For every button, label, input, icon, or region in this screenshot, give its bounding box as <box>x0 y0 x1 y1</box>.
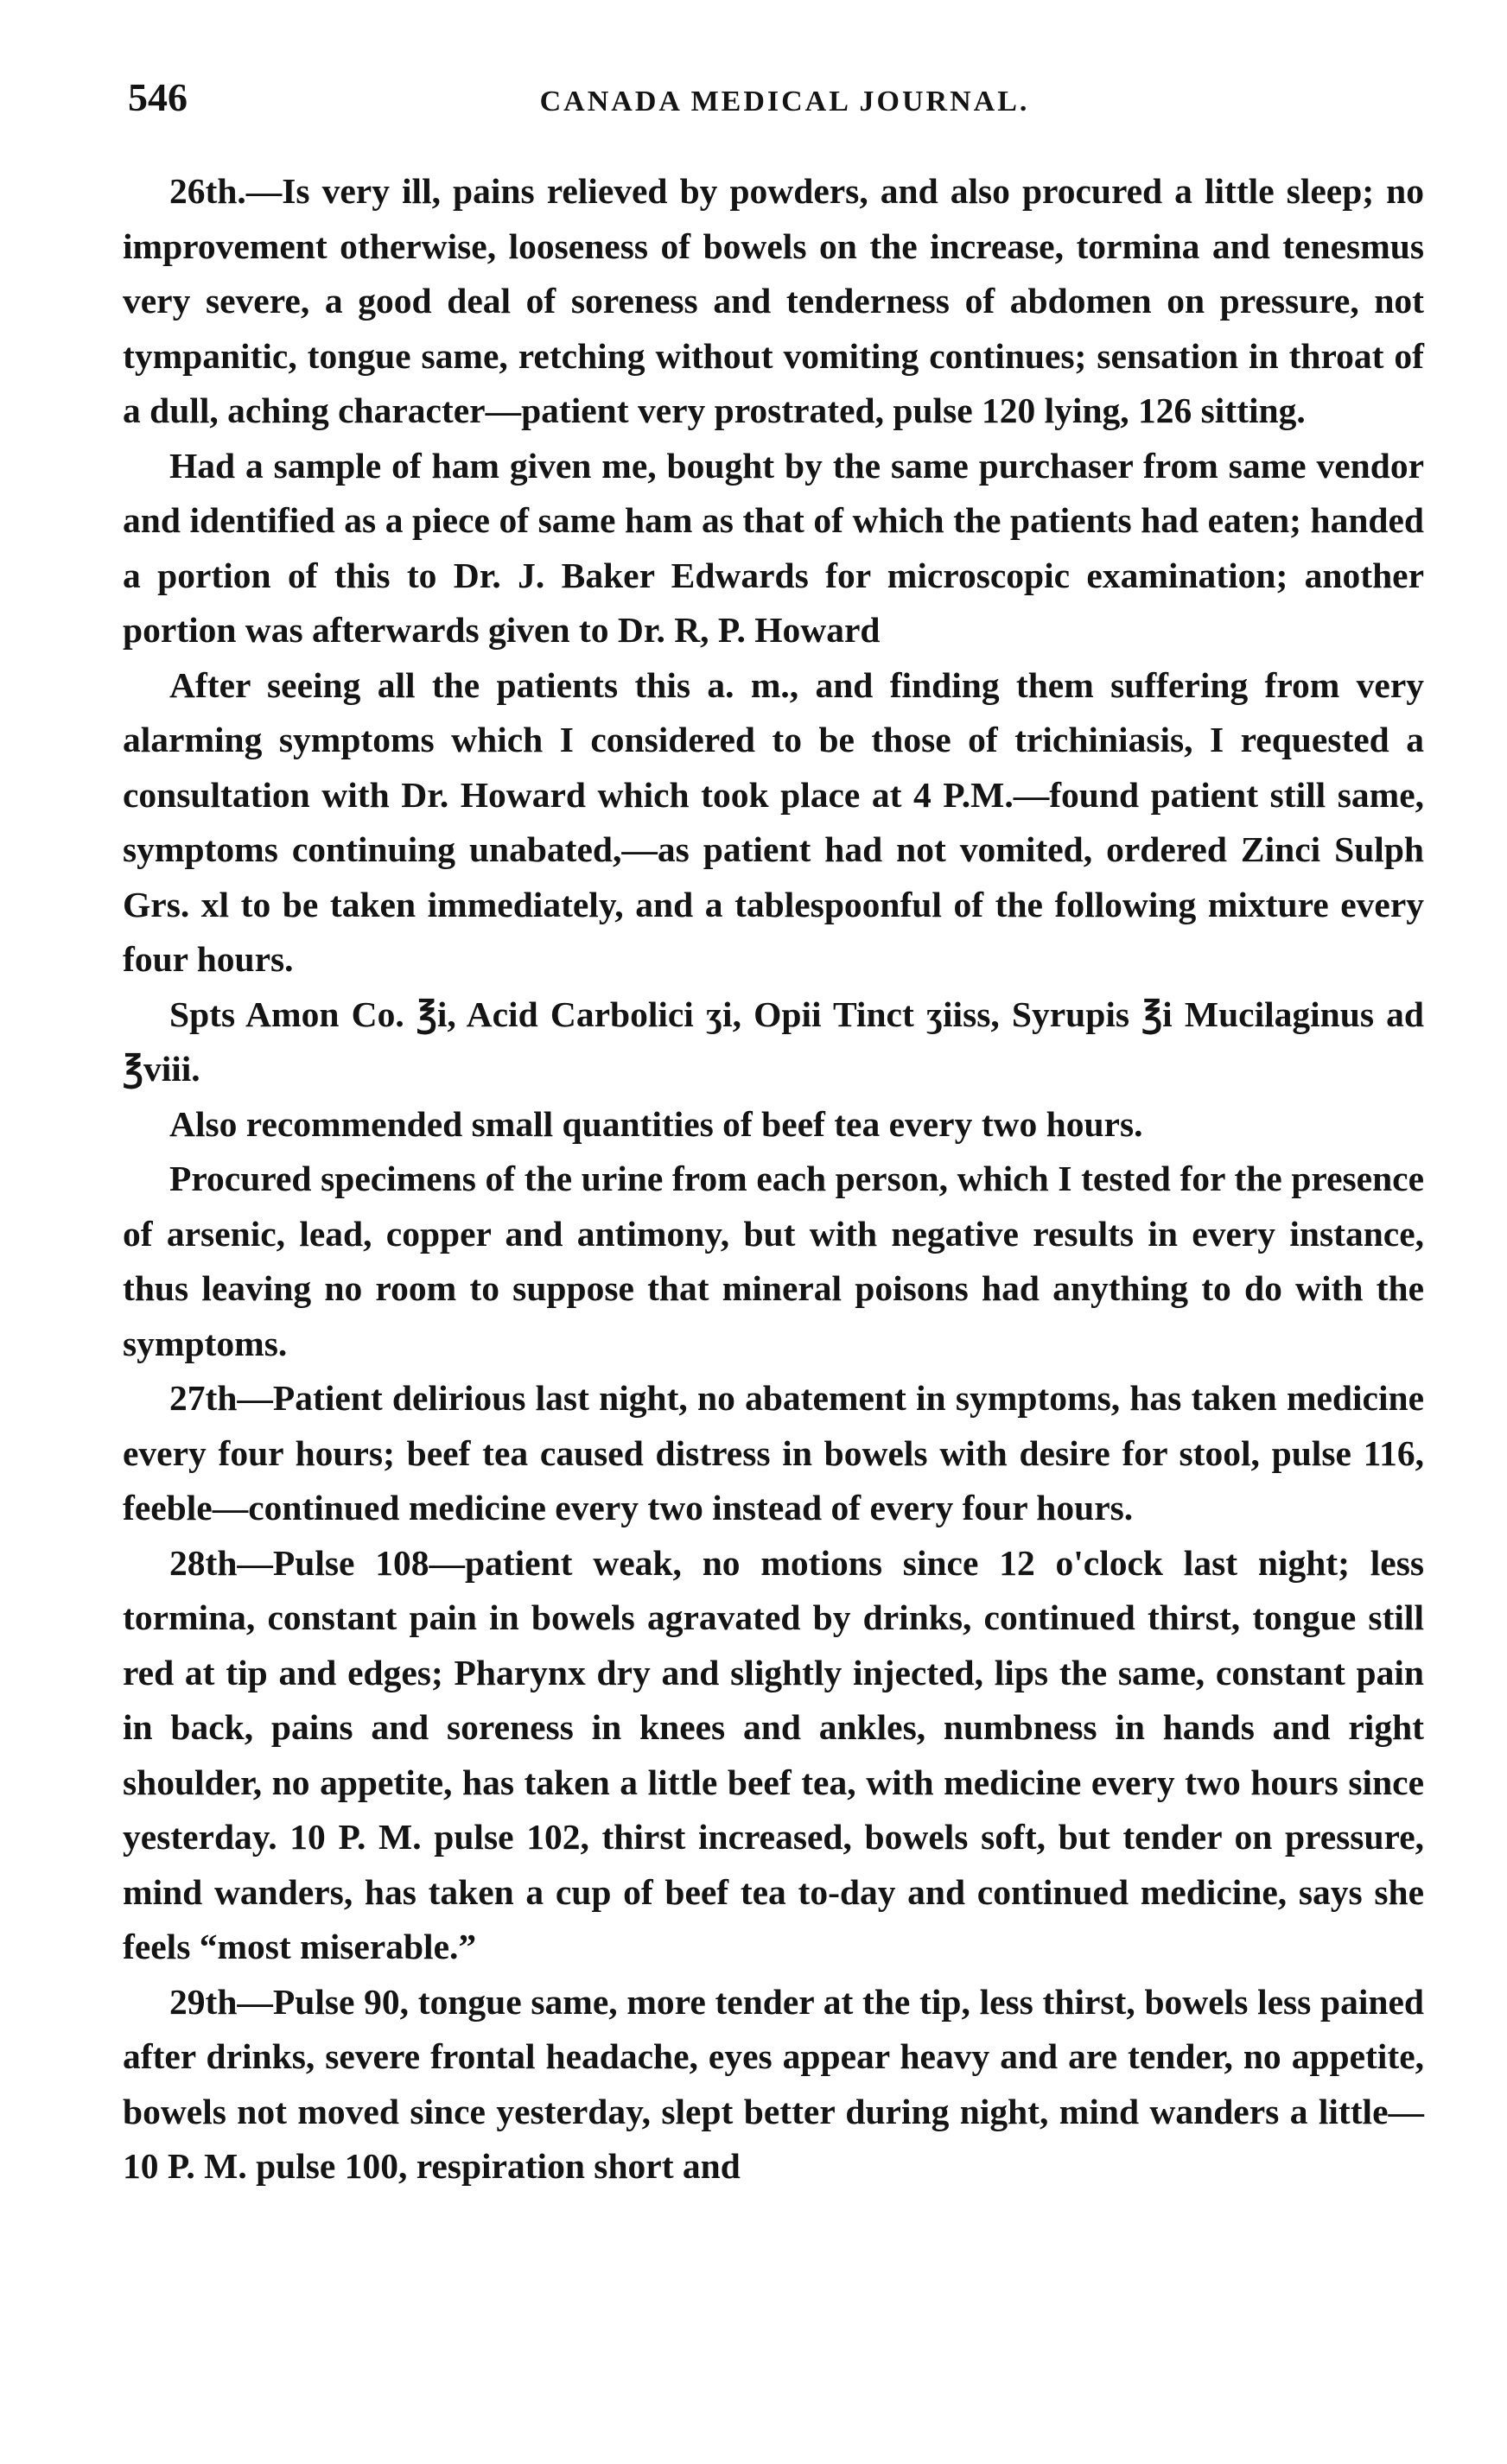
paragraph-28th: 28th—Pulse 108—patient weak, no motions since 12 o'clock last night; less tormina, constant pain in bowels agravated by drinks, continued thirst, tongue still red at tip and edges; Pharynx dry and slightly injected, lips the same, constant pain in back, pains and soreness in knees and ankles, numbness in hands and right shoulder, no appetite, has taken a little beef tea, with medicine every two hours since yesterday. 10 P. M. pulse 102, thirst increased, bowels soft, but tender on pressure, mind wanders, has taken a cup of beef tea to-day and continued medicine, says she feels “most miserable.” <box>123 1542 1424 1966</box>
page-header <box>128 67 1441 128</box>
paragraph-prescription: Spts Amon Co. ℥i, Acid Carbolici ʒi, Opii Tinct ʒiiss, Syrupis ℥i Mucilaginus ad ℥viii. <box>123 994 1424 1089</box>
paragraph-urine-test: Procured specimens of the urine from each person, which I tested for the presence of arsenic, lead, copper and antimony, but with negative results in every instance, thus leaving no room to suppose that mineral poisons had anything to do with the symptoms. <box>123 1159 1424 1363</box>
running-title: CANADA MEDICAL JOURNAL. <box>539 86 1030 117</box>
paragraph-beef-tea: Also recommended small quantities of beef tea every two hours. <box>169 1103 1143 1144</box>
paragraph-27th: 27th—Patient delirious last night, no abatement in symptoms, has taken medicine every four hours; beef tea caused distress in bowels with desire for stool, pulse 116, feeble—continued medicine every two instead of every four hours. <box>123 1378 1424 1527</box>
page-number: 546 <box>128 75 188 119</box>
paragraph-26th: 26th.—Is very ill, pains relieved by powders, and also procured a little sleep; no improvement otherwise, looseness of bowels on the increase, tormina and tenesmus very severe, a good deal of soreness and tenderness of abdomen on pressure, not tympanitic, tongue same, retching without vomiting continues; sensation in throat of a dull, aching character—patient very prostrated, pulse 120 lying, 126 sitting. <box>123 171 1424 430</box>
paragraph-29th: 29th—Pulse 90, tongue same, more tender at the tip, less thirst, bowels less pained after drinks, severe frontal headache, eyes appear heavy and are tender, no appetite, bowels not moved since yesterday, slept better during night, mind wanders a little—10 P. M. pulse 100, respiration short and <box>123 1981 1424 2186</box>
paragraph-consultation: After seeing all the patients this a. m., and finding them suffering from very alarming symptoms which I considered to be those of trichiniasis, I requested a consultation with Dr. Howard which took place at 4 P.M.—found patient still same, symptoms continuing unabated,—as patient had not vomited, ordered Zinci Sulph Grs. xl to be taken immediately, and a tablespoonful of the following mixture every four hours. <box>123 664 1424 979</box>
paragraph-ham-sample: Had a sample of ham given me, bought by the same purchaser from same vendor and identified as a piece of same ham as that of which the patients had eaten; handed a portion of this to Dr. J. Baker Edwards for microscopic examination; another portion was afterwards given to Dr. R, P. Howard <box>123 445 1424 650</box>
article-body <box>123 164 1424 2194</box>
